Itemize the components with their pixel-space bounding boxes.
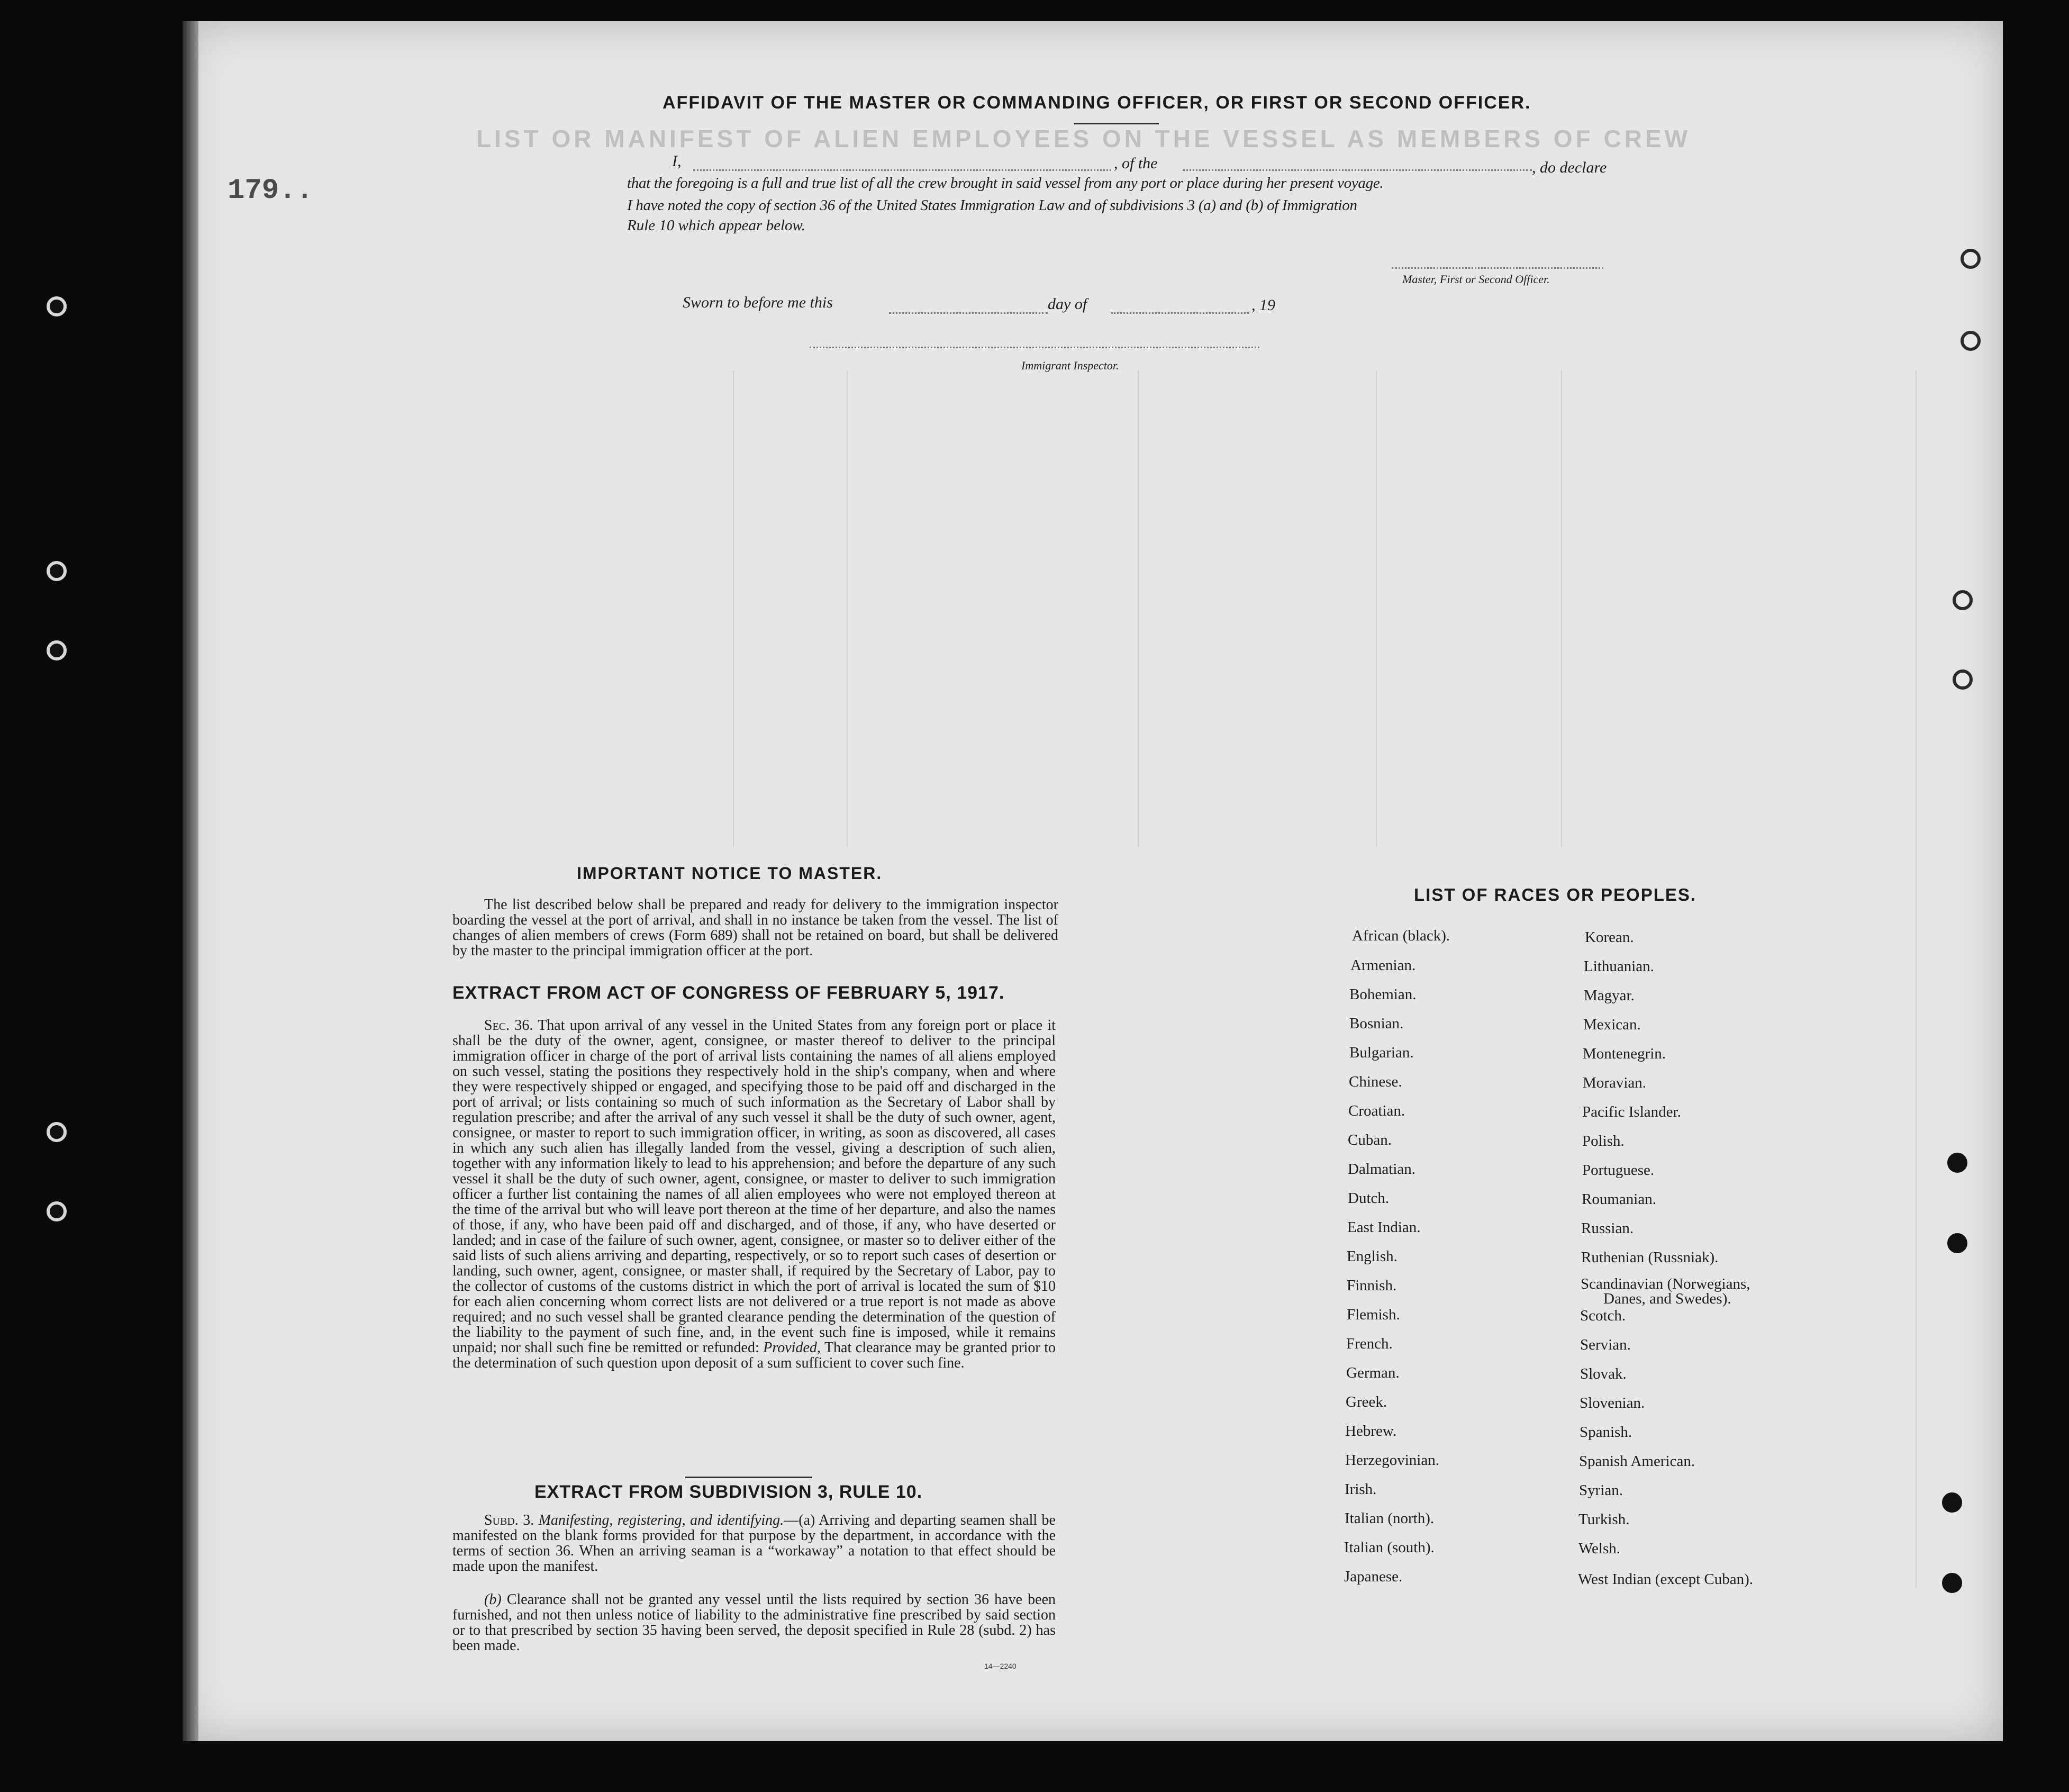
page-binding-edge: [183, 21, 198, 1741]
race-item: Greek.: [1346, 1393, 1387, 1410]
race-item: Turkish.: [1578, 1511, 1630, 1528]
race-item: Moravian.: [1583, 1074, 1646, 1091]
race-item: Russian.: [1581, 1220, 1634, 1237]
extract-rule-title: EXTRACT FROM SUBDIVISION 3, RULE 10.: [534, 1482, 923, 1502]
race-item: Roumanian.: [1582, 1191, 1656, 1208]
race-item: Syrian.: [1579, 1482, 1623, 1499]
sworn-date-field: [889, 312, 1048, 314]
race-item: Scandinavian (Norwegians,: [1581, 1275, 1750, 1292]
race-item: Lithuanian.: [1584, 958, 1654, 975]
race-item: Portuguese.: [1582, 1162, 1655, 1179]
race-item: Italian (north).: [1345, 1510, 1435, 1527]
race-item: Cuban.: [1348, 1132, 1392, 1148]
inspector-label: Immigrant Inspector.: [1021, 359, 1119, 372]
para-b: Clearance shall not be granted any vessel until the lists required by section 36 have been furnished, and not then unless notice of liability to the administrative fine prescribed by said section or to that prescribed by section 35 having been served, the deposit specified in Rule 28 (subd. 2) has been made.: [452, 1591, 1056, 1654]
sworn-prefix: Sworn to before me this: [683, 294, 833, 311]
race-item: Bulgarian.: [1349, 1044, 1414, 1061]
race-item: Bohemian.: [1349, 986, 1417, 1003]
sworn-month-field: [1111, 312, 1249, 314]
binder-hole-icon: [47, 296, 67, 316]
affidavit-title-underline: [1074, 123, 1159, 124]
proviso-word: Provided,: [763, 1340, 821, 1356]
race-item: Croatian.: [1348, 1102, 1405, 1119]
affidavit-line4: Rule 10 which appear below.: [627, 217, 805, 234]
binder-hole-icon: [47, 1122, 67, 1142]
race-item: Dalmatian.: [1348, 1161, 1416, 1178]
punch-hole-icon: [1947, 1233, 1967, 1253]
race-item: Korean.: [1585, 929, 1634, 946]
subd-label: Subd. 3.: [484, 1512, 534, 1528]
affidavit-line2: that the foregoing is a full and true list of all the crew brought in said vessel from any port or place during her present voyage.: [627, 175, 1384, 192]
race-item: Slovenian.: [1580, 1395, 1645, 1411]
punch-hole-icon: [1942, 1573, 1962, 1593]
race-item: Magyar.: [1584, 987, 1635, 1004]
race-item: Spanish.: [1580, 1424, 1632, 1441]
subd-heading: Manifesting, registering, and identifying.: [538, 1512, 784, 1528]
affidavit-line1-of-the: , of the: [1114, 155, 1158, 172]
margin-number: 179..: [228, 175, 314, 207]
race-item: Japanese.: [1344, 1568, 1403, 1585]
race-item: French.: [1346, 1335, 1393, 1352]
race-item: Ruthenian (Russniak).: [1581, 1249, 1719, 1266]
extract-rule-text-b: [452, 1592, 1056, 1653]
race-item: Herzegovinian.: [1345, 1452, 1439, 1469]
race-item: Dutch.: [1348, 1190, 1390, 1207]
race-item: Mexican.: [1583, 1016, 1641, 1033]
punch-hole-icon: [1953, 590, 1973, 610]
master-label: Master, First or Second Officer.: [1402, 273, 1550, 286]
scan-border-left: [0, 0, 183, 1792]
affidavit-name-field: [693, 169, 1111, 171]
extract-act-text: [452, 1018, 1056, 1371]
race-item: German.: [1346, 1364, 1400, 1381]
race-item: Armenian.: [1350, 957, 1416, 974]
para-b-label: (b): [484, 1591, 502, 1608]
race-item: Slovak.: [1580, 1365, 1627, 1382]
binder-hole-icon: [47, 640, 67, 660]
race-item: Hebrew.: [1345, 1423, 1397, 1440]
race-item: Servian.: [1580, 1336, 1631, 1353]
para-a: —(a) Arriving and departing seamen shall be manifested on the blank forms provided for that purpose by the department, in accordance with the terms of section 36. When an arriving seaman is a “workaway” a notation to that effect should be made upon the manifest.: [452, 1512, 1056, 1574]
extract-divider: [685, 1477, 812, 1478]
document-page: [183, 21, 2003, 1741]
race-item: Danes, and Swedes).: [1603, 1290, 1731, 1307]
race-item: African (black).: [1352, 927, 1450, 944]
bleed-through-line: [1138, 370, 1139, 847]
race-item: Welsh.: [1578, 1540, 1621, 1557]
extract-rule-text-a: [452, 1513, 1056, 1574]
sworn-day: day of: [1048, 295, 1087, 313]
race-item: Bosnian.: [1349, 1015, 1404, 1032]
master-signature-field: [1392, 267, 1603, 269]
notice-title: IMPORTANT NOTICE TO MASTER.: [577, 864, 883, 883]
punch-hole-icon: [1942, 1492, 1962, 1513]
race-item: English.: [1347, 1248, 1398, 1265]
race-item: Spanish American.: [1579, 1453, 1695, 1470]
affidavit-line1-i: I,: [672, 152, 682, 170]
punch-hole-icon: [1961, 249, 1981, 269]
races-title: LIST OF RACES OR PEOPLES.: [1414, 885, 1697, 904]
affidavit-vessel-field: [1183, 169, 1532, 171]
punch-hole-icon: [1961, 331, 1981, 351]
race-item: West Indian (except Cuban).: [1578, 1571, 1754, 1588]
binder-hole-icon: [47, 561, 67, 581]
race-item: Pacific Islander.: [1582, 1103, 1681, 1120]
affidavit-line1-declare: , do declare: [1532, 159, 1607, 176]
bleed-through-line: [1916, 370, 1917, 1588]
bleed-through-line: [733, 370, 734, 847]
bleed-through-line: [847, 370, 848, 847]
proviso-text: That clearance may be granted prior to the determination of such question upon deposit of a sum sufficient to cover such fine.: [452, 1340, 1056, 1371]
notice-text: The list described below shall be prepared and ready for delivery to the immigration inspector boarding the vessel at the port of arrival, and shall in no instance be taken from the vessel. The list of changes of alien members of crews (Form 689) shall not be retained on board, but shall be delivered by the master to the principal immigration officer at the port.: [452, 897, 1058, 959]
inspector-signature-field: [810, 347, 1259, 348]
affidavit-line3: I have noted the copy of section 36 of the United States Immigration Law and of subdivisions 3 (a) and (b) of Immigration: [627, 197, 1357, 214]
bleed-through-line: [1561, 370, 1562, 847]
affidavit-title: AFFIDAVIT OF THE MASTER OR COMMANDING OFFICER, OR FIRST OR SECOND OFFICER.: [663, 93, 1531, 113]
extract-act-title: EXTRACT FROM ACT OF CONGRESS OF FEBRUARY 5, 1917.: [452, 983, 1005, 1003]
race-item: Finnish.: [1347, 1277, 1397, 1294]
binder-hole-icon: [47, 1201, 67, 1221]
race-item: East Indian.: [1347, 1219, 1421, 1236]
punch-hole-icon: [1953, 669, 1973, 690]
sec-text: That upon arrival of any vessel in the United States from any foreign port or place it shall be the duty of the owner, agent, consignee, or master thereof to deliver to the principal immigration officer in charge of the port of arrival lists containing the names of all aliens employed on such vessel, stating the positions they respectively hold in the ship's company, when and where they were respectively shipped or engaged, and specifying those to be paid off and discharged in the port of arrival; or lists containing so much of such information as the Secretary of Labor shall by regulation prescribe; and after the arrival of any such vessel it shall be the duty of such owner, agent, consignee, or master to report to such immigration officer, in writing, as soon as discovered, all cases in which any such alien has illegally landed from the vessel, giving a description of such alien, together with any information likely to lead to his apprehension; and before the departure of any such vessel it shall be the duty of such owner, agent, consignee, or master to deliver to such immigration officer a further list containing the names of all alien employees who were not employed thereon at the time of the arrival but who will leave port thereon at the time of her departure, and also the names of those, if any, who have been paid off and discharged, and of those, if any, who have deserted or landed; and in case of the failure of such owner, agent, consignee, or master so to deliver either of the said lists of such aliens arriving and departing, respectively, or so to report such cases of desertion or landing, such owner, agent, consignee, or master shall, if required by the Secretary of Labor, pay to the collector of customs of the customs district in which the port of arrival is located the sum of $10 for each alien concerning whom correct lists are not delivered or a true report is not made as above required; and no such vessel shall be granted clearance pending the determination of the question of the liability to the payment of such fine, and, in the event such fine is imposed, while it remains unpaid; nor shall such fine be remitted or refunded:: [452, 1017, 1056, 1356]
bleed-through-line: [1376, 370, 1377, 847]
sec-label: Sec. 36.: [484, 1017, 533, 1034]
race-item: Italian (south).: [1344, 1539, 1435, 1556]
race-item: Polish.: [1582, 1133, 1625, 1150]
race-item: Irish.: [1345, 1481, 1377, 1498]
punch-hole-icon: [1947, 1153, 1967, 1173]
bleed-through-text: LIST OR MANIFEST OF ALIEN EMPLOYEES ON THE VESSEL AS MEMBERS OF CREW: [476, 125, 1691, 152]
race-item: Montenegrin.: [1583, 1045, 1666, 1062]
form-code: 14—2240: [984, 1662, 1017, 1670]
race-item: Chinese.: [1349, 1073, 1402, 1090]
race-item: Scotch.: [1580, 1307, 1626, 1324]
sworn-year: , 19: [1251, 296, 1275, 314]
race-item: Flemish.: [1347, 1306, 1400, 1323]
